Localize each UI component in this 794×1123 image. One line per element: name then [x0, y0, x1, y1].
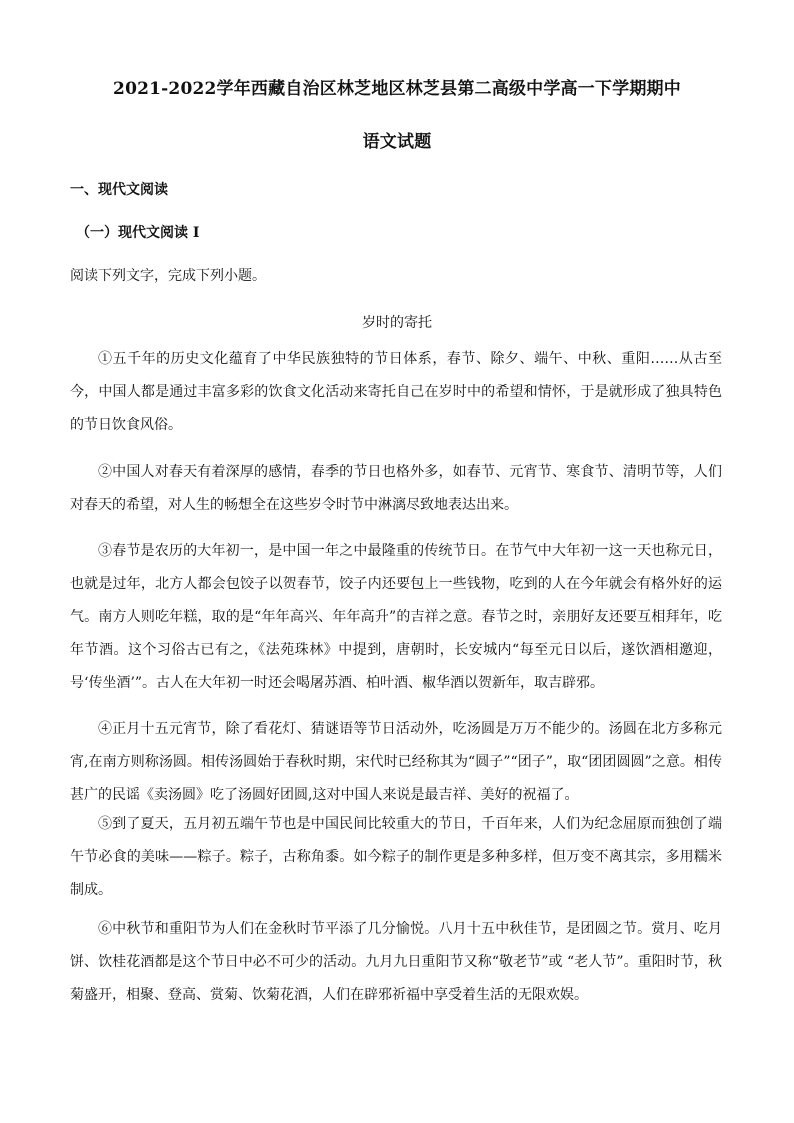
article-paragraph-4: ④正月十五元宵节，除了看花灯、猜谜语等节日活动外，吃汤圆是万万不能少的。汤圆在北方多称元宵,在南方则称汤圆。相传汤圆始于春秋时期，宋代时已经称其为“圆子”“团子”，取“团团圆圆”之意。相传甚广的民谣《卖汤圆》吃了汤圆好团圆,这对中国人来说是最吉祥、美好的祝福了。: [70, 721, 722, 803]
article-title: 岁时的寄托: [362, 315, 432, 331]
article-paragraph-6: ⑥中秋节和重阳节为人们在金秋时节平添了几分愉悦。八月十五中秋佳节，是团圆之节。赏月、吃月饼、饮桂花酒都是这个节日中必不可少的活动。九月九日重阳节又称“敬老节”或 “老人节”。重阳时节，秋菊盛开，相聚、登高、赏菊、饮菊花酒，人们在辟邪祈福中享受着生活的无限欢娱。: [70, 921, 722, 1003]
article-paragraph-1: ①五千年的历史文化蕴育了中华民族独特的节日体系，春节、除夕、端午、中秋、重阳……从古至今，中国人都是通过丰富多彩的饮食文化活动来寄托自己在岁时中的希望和情怀，于是就形成了独具特色的节日饮食风俗。: [70, 351, 722, 433]
article-paragraph-5: ⑤到了夏天，五月初五端午节也是中国民间比较重大的节日，千百年来，人们为纪念屈原而独创了端午节必食的美味——粽子。粽子，古称角黍。如今粽子的制作更是多种多样，但万变不离其宗，多用糯米制成。: [70, 816, 722, 898]
exam-title-line2: 语文试题: [362, 132, 432, 152]
exam-title-line1: 2021-2022学年西藏自治区林芝地区林芝县第二高级中学高一下学期期中: [113, 79, 681, 99]
article-paragraph-2: ②中国人对春天有着深厚的感情，春季的节日也格外多，如春节、元宵节、寒食节、清明节等，人们对春天的希望，对人生的畅想全在这些岁令时节中淋漓尽致地表达出来。: [70, 464, 722, 513]
subsection-heading-reading-1: （一）现代文阅读 I: [76, 225, 200, 241]
section-heading-modern-reading: 一、现代文阅读: [70, 182, 168, 198]
reading-instruction: 阅读下列文字，完成下列小题。: [70, 268, 266, 284]
article-paragraph-3: ③春节是农历的大年初一，是中国一年之中最隆重的传统节日。在节气中大年初一这一天也称元日，也就是过年，北方人都会包饺子以贺春节，饺子内还要包上一些钱物，吃到的人在今年就会有格外好的运气。南方人则吃年糕，取的是“年年高兴、年年高升”的吉祥之意。春节之时，亲朋好友还要互相拜年，吃年节酒。这个习俗古已有之，《法苑珠林》中提到，唐朝时，长安城内“每至元日以后，遂饮酒相邀迎，号‘传坐酒’”。古人在大年初一时还会喝屠苏酒、柏叶酒、椒华酒以贺新年，取吉辟邪。: [70, 543, 722, 691]
